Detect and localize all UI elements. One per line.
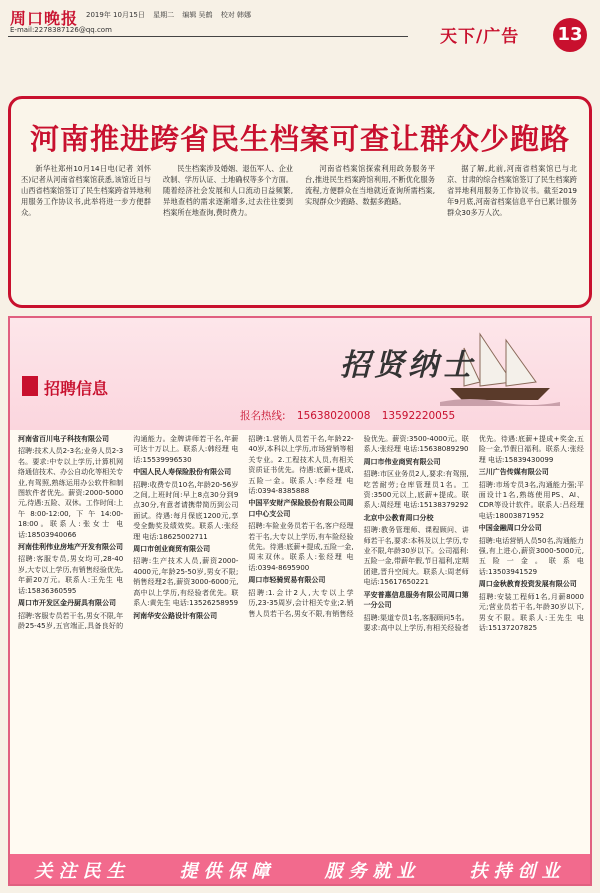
heading-marker <box>22 376 38 396</box>
slogan-bar <box>10 854 590 886</box>
listing-company: 三川广告传媒有限公司 <box>478 468 549 477</box>
listing-text: 招聘:车险业务员若干名,客户经理若干名,大专以上学历,有车险经验优先。待遇:底薪+提成,五险一金,周末双休。联系人:张经理 电话:0394-8695900 <box>248 522 354 572</box>
phone-line <box>240 408 463 423</box>
listing-text: 招聘:客服专员若干名,男女不限,年龄25-45岁,五官端正,具备良好的沟通能力。金牌讲师若干名,年薪可达十万以上。联系人:韩经理 电话:15539996530 <box>18 435 239 630</box>
listings <box>18 434 584 850</box>
listing-company: 周口市开发区金丹厨具有限公司 <box>18 599 116 608</box>
listing-text: 招聘:渠道专员1名,客服顾问5名。要求:高中以上学历,有相关经验者优先。待遇:底薪+提成+奖金,五险一金,节假日福利。联系人:张经理 电话:15839430099 <box>363 435 584 632</box>
listing-text: 招聘:市场专员3名,沟通能力强;平面设计1名,熟练使用PS、AI、CDR等设计软件。联系人:吕经理 电话:18003871952 <box>478 480 584 520</box>
listing-text: 招聘:收费专员10名,年龄20-56岁之间,上班时间:早上8点30分到9点30分,有意者请携带简历到公司面试。待遇:每月保底1200元,享受全勤奖及绩效奖。联系人:张经理 电话:18625002711 <box>133 480 239 541</box>
listing-company: 中国人民人寿保险股份有限公司 <box>133 468 232 477</box>
slogan-item: 提供保障 <box>179 861 276 882</box>
listing-company: 平安普惠信息服务有限公司周口第一分公司 <box>363 590 469 610</box>
listing-text: 招聘:客服专员,男女均可,28-40岁,大专以上学历,有销售经验优先,年薪20万元。联系人:王先生 电话:15836360595 <box>18 555 124 595</box>
listing-text: 招聘:技术人员2-3名;业务人员2-3名。要求:中专以上学历,计算机网络通信技术、办公自动化等相关专业,有驾照,熟练运用办公软件和制图软件者优先。薪资:2000-5000元,待遇:五险、双休。工作时间:上午8:00-12:00,下午14:00-18:00。联系人:张女士 电话:18503940066 <box>18 447 124 539</box>
listing-text: 招聘:1.会计2人,大专以上学历,23-35周岁,会计相关专业;2.销售人员若干名,男女不限,有销售经验优先。薪资:3500-4000元。联系人:张经理 电话:15638089290 <box>248 435 469 618</box>
slogan-item: 服务就业 <box>324 861 421 882</box>
listing-company: 周口市轻骑贸易有限公司 <box>248 576 326 585</box>
header-rule <box>8 36 408 37</box>
ad-heading: 招聘信息 <box>44 379 109 398</box>
listing-text: 招聘:安装工程师1名,月薪8000元;营业员若干名,年龄30岁以下,男女不限。联系人:王先生 电话:15137207825 <box>478 592 584 632</box>
header-email: E-mail:2278387126@qq.com <box>10 26 112 34</box>
news-paragraph: 新华社郑州10月14日电(记者 刘怀丕)记者从河南省档案馆获悉,该馆近日与山西省档案馆签订了民生档案跨省异地利用服务工作协议书,此举将进一步方便群众。 <box>21 164 151 217</box>
recruitment-ad <box>8 316 592 886</box>
listing-text: 招聘:电话营销人员50名,沟通能力强,有上进心,薪资3000-5000元,五险一金。联系电话:13503941529 <box>478 536 584 576</box>
header-info <box>86 10 257 20</box>
news-paragraph: 据了解,此前,河南省档案馆已与北京、甘肃的综合档案馆签订了民生档案跨省异地利用服务工作协议书。截至2019年9月底,河南省档案信息平台已累计服务群众30多万人次。 <box>447 164 577 217</box>
phone-number-2: 13592220055 <box>381 410 456 422</box>
listing-text: 招聘:1.营销人员若干名,年龄22-40岁,本科以上学历,市场营销等相关专业。2.工程技术人员,有相关资质证书优先。待遇:底薪+提成,五险一金。联系人:李经理 电话:0394-8385888 <box>248 435 354 496</box>
page-header <box>0 0 600 92</box>
news-title: 河南推进跨省民生档案可查让群众少跑路 <box>29 122 570 156</box>
listing-company: 中国金融周口分公司 <box>478 524 542 533</box>
listing-text: 招聘:市区业务员2人,要求:有驾照,吃苦耐劳;仓库管理员1名。工资:3500元以上,底薪+提成。联系人:周经理 电话:15138379292 <box>363 470 469 510</box>
listing-company: 中国平安财产保险股份有限公司周口中心支公司 <box>248 499 354 518</box>
section-name: 天下/广告 <box>440 27 520 47</box>
listing-company: 周口市创业商贸有限公司 <box>133 545 211 554</box>
slogan-item: 扶持创业 <box>469 861 566 882</box>
listing-company: 周口金秋教育投资发展有限公司 <box>478 580 577 589</box>
issue-date: 2019年 10月15日 <box>86 11 145 19</box>
issue-weekday: 星期二 <box>153 11 175 19</box>
news-paragraph: 民生档案涉及婚姻、退伍军人、企业改制、学历认证、土地确权等多个方面。随着经济社会发展和人口流动日益频繁,异地查档的需求逐渐增多,过去往往要到档案所在地查询,费时费力。 <box>163 164 293 217</box>
proofreader-credit: 校对 韩娜 <box>220 11 252 19</box>
listing-company: 河南佳利伟业房地产开发有限公司 <box>18 543 123 552</box>
listing-text: 招聘:生产技术人员,薪资2000-4000元,年龄25-50岁,男女不限;销售经理2名,薪资3000-6000元,高中以上学历,有经验者优先。联系人:黄先生 电话:13526258959 <box>133 557 239 608</box>
masthead: 周口晚报 <box>10 9 79 28</box>
listing-company: 河南省百川电子科技有限公司 <box>18 435 109 443</box>
ad-banner <box>10 318 590 430</box>
news-article <box>8 96 592 308</box>
editor-credit: 编辑 吴鹤 <box>182 11 213 19</box>
listing-text: 招聘:教务管理师、课程顾问、讲师若干名,要求:本科及以上学历,专业不限,年龄30岁以下。公司福利:五险一金,带薪年假,节日福利,定期团建,晋升空间大。联系人:周老师 电话:15617650221 <box>363 526 469 587</box>
listing-company: 河南华安公路设计有限公司 <box>133 611 218 620</box>
listing-company: 周口市伟业商贸有限公司 <box>363 457 441 466</box>
slogan-item: 关注民生 <box>34 861 131 882</box>
news-paragraph: 河南省档案馆探索利用政务服务平台,推进民生档案跨馆利用,不断优化服务流程,方便群众在当地就近查询所需档案,实现群众少跑路、数据多跑路。 <box>305 164 435 206</box>
phone-number-1: 15638020008 <box>296 410 371 422</box>
news-body <box>21 163 577 303</box>
phone-label: 报名热线: <box>240 410 286 422</box>
page-number: 13 <box>553 18 587 52</box>
brand-calligraphy: 招贤纳士 <box>340 348 476 383</box>
listing-company: 北京中公教育周口分校 <box>363 513 434 522</box>
